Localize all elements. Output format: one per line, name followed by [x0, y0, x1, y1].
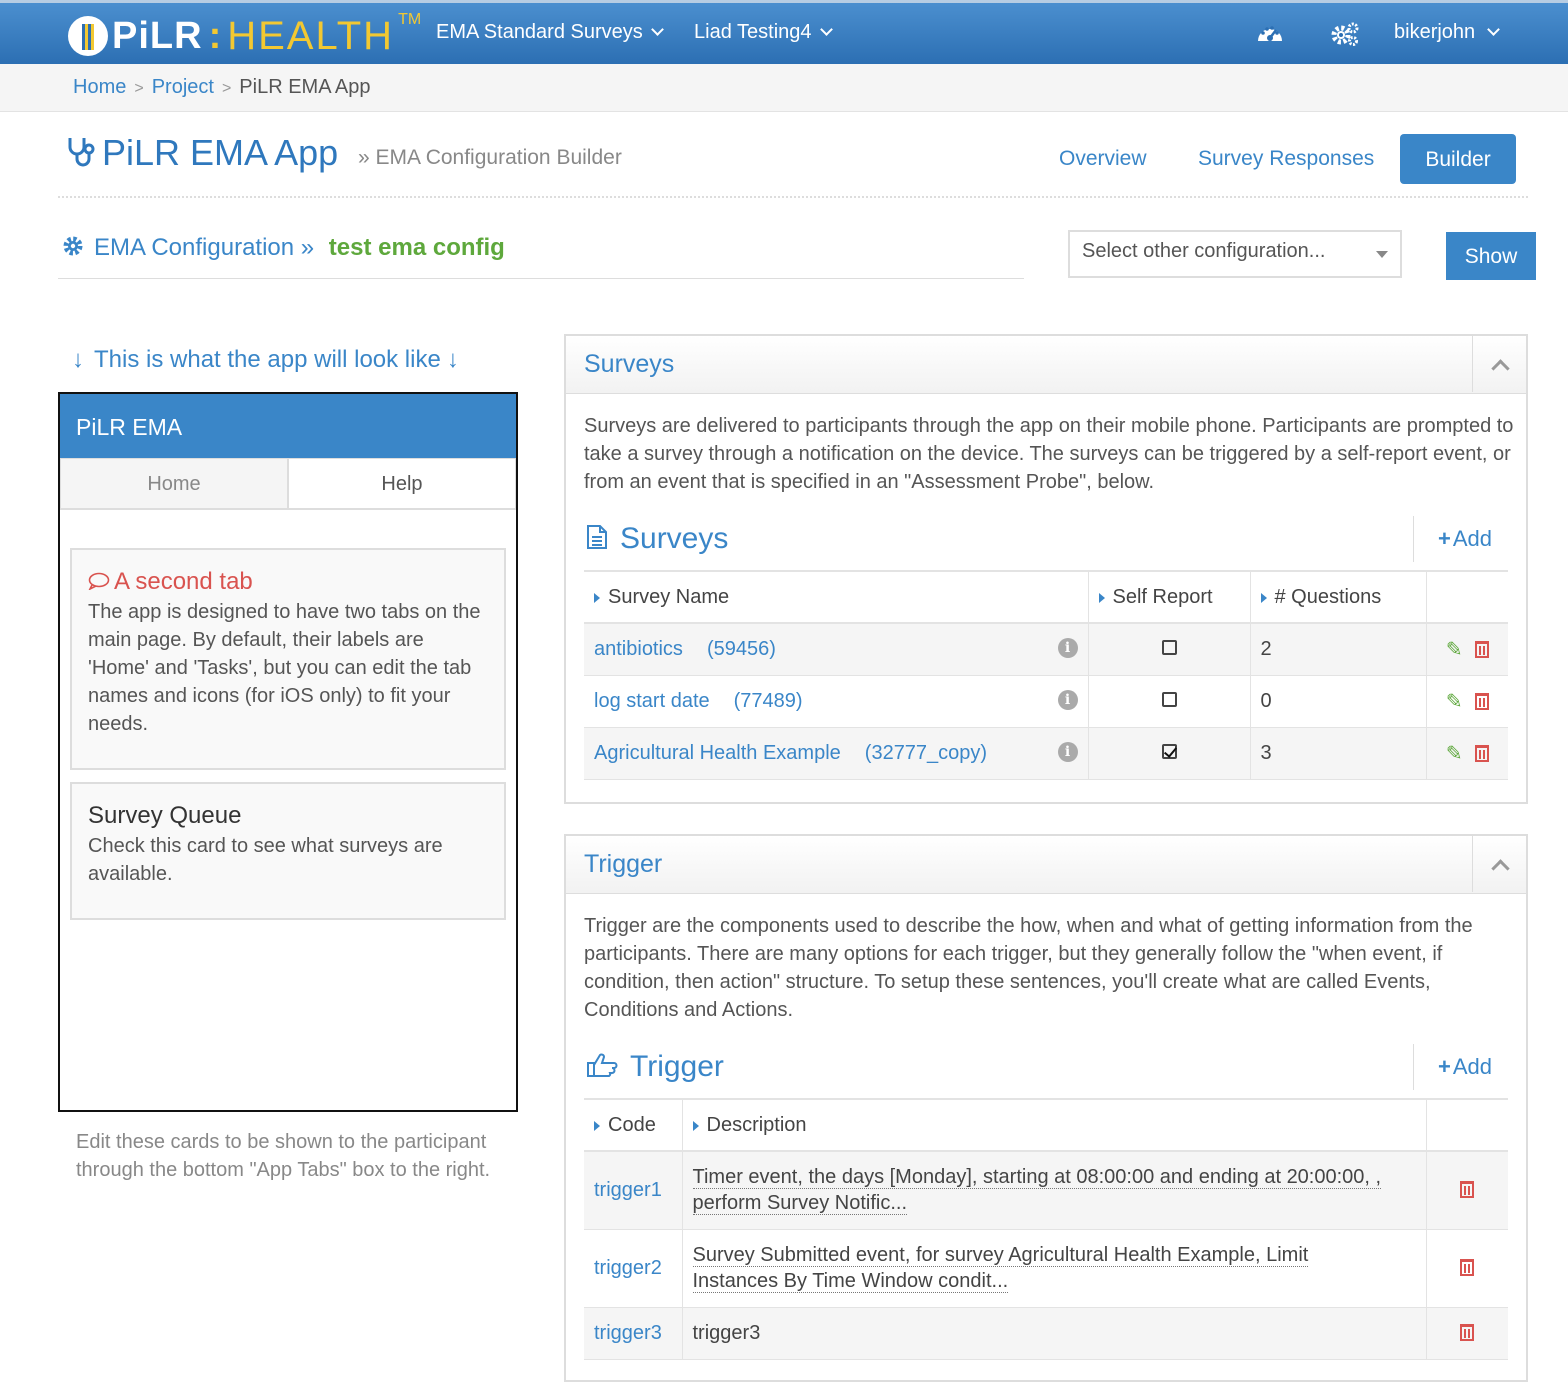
gears-icon[interactable] — [1330, 21, 1360, 54]
survey-id-link[interactable]: (32777_copy) — [864, 741, 988, 764]
trigger-description-cell[interactable] — [682, 1307, 1426, 1359]
column-header-self-report[interactable] — [1088, 571, 1250, 623]
preview-caption — [72, 346, 459, 374]
gear-icon — [62, 235, 84, 257]
survey-name-link[interactable]: antibiotics — [594, 637, 683, 660]
app-preview-tab-home[interactable]: Home — [60, 458, 288, 509]
config-label: EMA Configuration » — [94, 234, 315, 261]
trigger-panel-title: Trigger — [584, 850, 663, 878]
preview-caption-text: This is what the app will look like — [94, 346, 441, 373]
chevron-down-icon — [820, 23, 833, 36]
surveys-panel-title: Surveys — [584, 350, 675, 378]
info-icon[interactable]: i — [1058, 638, 1078, 658]
breadcrumb-separator: > — [134, 80, 144, 97]
trash-icon[interactable] — [1475, 745, 1489, 762]
app-preview — [58, 392, 518, 1112]
divider — [58, 196, 1528, 198]
logo-pilr-text: PiLR — [112, 14, 203, 57]
config-heading — [62, 234, 505, 262]
app-preview-tabs — [60, 458, 516, 510]
column-header-description[interactable] — [682, 1099, 1426, 1151]
logo-emblem-icon — [68, 16, 108, 56]
show-button[interactable]: Show — [1446, 232, 1536, 280]
divider — [1413, 516, 1414, 562]
trigger-code-link[interactable]: trigger2 — [594, 1256, 662, 1279]
page-title — [66, 132, 338, 174]
survey-id-link[interactable]: (59456) — [706, 637, 776, 660]
column-header-label: # Questions — [1274, 585, 1382, 608]
sort-caret-icon — [594, 593, 600, 603]
caret-down-icon — [1376, 251, 1388, 258]
plus-icon: + — [1437, 1054, 1451, 1079]
edit-pencil-icon[interactable]: ✎ — [1445, 742, 1463, 765]
trash-icon[interactable] — [1460, 1324, 1474, 1341]
project-menu[interactable] — [694, 21, 831, 44]
trash-icon[interactable] — [1460, 1259, 1474, 1276]
table-row — [584, 727, 1508, 779]
collapse-chevron-icon[interactable] — [1472, 836, 1526, 892]
surveys-panel-header — [566, 336, 1526, 394]
document-icon — [586, 524, 608, 550]
surveys-section-title — [586, 522, 728, 556]
self-report-checkbox[interactable] — [1162, 640, 1177, 655]
logo-separator: : — [208, 14, 222, 57]
chevron-down-icon — [1487, 23, 1500, 36]
sort-caret-icon — [1261, 593, 1267, 603]
collapse-chevron-icon[interactable] — [1472, 336, 1526, 392]
trigger-section-title-text: Trigger — [630, 1050, 724, 1083]
trigger-table — [584, 1098, 1508, 1360]
question-count: 2 — [1250, 623, 1426, 675]
dashboard-icon[interactable] — [1256, 21, 1284, 52]
question-count: 3 — [1250, 727, 1426, 779]
surveys-menu[interactable] — [436, 21, 662, 44]
add-trigger-button[interactable] — [1438, 1054, 1492, 1080]
tab-overview[interactable]: Overview — [1059, 147, 1147, 170]
trigger-section-title — [586, 1050, 724, 1084]
table-row — [584, 1307, 1508, 1359]
app-preview-tab-help[interactable]: Help — [288, 458, 516, 509]
column-header-label: Description — [706, 1113, 807, 1136]
sort-caret-icon — [1099, 593, 1105, 603]
edit-pencil-icon[interactable]: ✎ — [1445, 690, 1463, 713]
surveys-table — [584, 570, 1508, 780]
trigger-description: Trigger are the components used to describe the how, when and what of getting information from the participants. There are many options for each trigger, but they generally follow the "when event, if condition, then action" structure. To setup these sentences, you'll create what are called Events, Conditions and Actions. — [584, 915, 1473, 1021]
sort-caret-icon — [693, 1121, 699, 1131]
trigger-description-text: Instances By Time Window condit... — [692, 1270, 1009, 1292]
card-text: Check this card to see what surveys are available. — [88, 835, 443, 885]
page-title-text: PiLR EMA App — [102, 132, 339, 173]
card-text: The app is designed to have two tabs on the main page. By default, their labels are 'Home' and 'Tasks', but you can edit the tab names and icons (for iOS only) to fit your needs. — [88, 601, 481, 735]
page-subtitle: » EMA Configuration Builder — [358, 146, 622, 169]
breadcrumb — [0, 64, 1568, 112]
app-preview-header: PiLR EMA — [60, 394, 516, 458]
survey-id-link[interactable]: (77489) — [733, 689, 803, 712]
column-header-code[interactable] — [584, 1099, 682, 1151]
column-header-label: Self Report — [1112, 585, 1213, 608]
column-header-label: Survey Name — [608, 585, 730, 608]
trigger-description-cell[interactable] — [682, 1151, 1426, 1229]
divider — [58, 278, 1024, 279]
top-navbar — [0, 0, 1568, 64]
trigger-panel — [564, 834, 1528, 1382]
preview-card[interactable] — [70, 548, 506, 770]
chevron-down-icon — [651, 23, 664, 36]
trigger-description-text: perform Survey Notific... — [692, 1192, 908, 1215]
card-title: Survey Queue — [88, 802, 242, 829]
card-title-text: A second tab — [114, 568, 253, 595]
self-report-checkbox[interactable] — [1162, 692, 1177, 707]
table-row — [584, 1229, 1508, 1307]
trigger-code-link[interactable]: trigger3 — [594, 1321, 662, 1344]
trigger-panel-header — [566, 836, 1526, 894]
divider — [1413, 1044, 1414, 1090]
surveys-description: Surveys are delivered to participants through the app on their mobile phone. Participants are prompted to take a survey through a notification on the device. The surveys can be triggered by a self-report event, or from an event that is specified in an "Assessment Probe", below. — [584, 415, 1514, 493]
user-menu[interactable] — [1394, 21, 1498, 44]
trigger-description-text: trigger3 — [692, 1321, 761, 1344]
column-header-actions — [1426, 571, 1508, 623]
breadcrumb-separator: > — [221, 80, 232, 97]
logo-trademark: TM — [398, 11, 422, 28]
table-row — [584, 675, 1508, 727]
column-header-questions[interactable] — [1250, 571, 1426, 623]
speech-bubble-icon — [88, 572, 110, 590]
add-survey-button[interactable] — [1438, 526, 1492, 552]
trigger-description-text: Survey Submitted event, for survey Agricultural Health Example, Limit — [692, 1244, 1309, 1266]
surveys-section-title-text: Surveys — [620, 522, 729, 555]
trash-icon[interactable] — [1475, 693, 1489, 710]
surveys-panel — [564, 334, 1528, 804]
table-row — [584, 1151, 1508, 1229]
config-select-value: Select other configuration... — [1082, 240, 1326, 262]
survey-name-link[interactable]: log start date — [594, 689, 710, 712]
tab-survey-responses[interactable]: Survey Responses — [1198, 147, 1375, 170]
trash-icon[interactable] — [1460, 1181, 1474, 1198]
info-icon[interactable]: i — [1058, 690, 1078, 710]
user-menu-label: bikerjohn — [1394, 21, 1476, 43]
edit-pencil-icon[interactable]: ✎ — [1445, 638, 1463, 661]
config-name: test ema config — [328, 234, 505, 261]
question-count: 0 — [1250, 675, 1426, 727]
arrow-down-icon: ↓ — [72, 346, 84, 373]
info-icon[interactable]: i — [1058, 742, 1078, 762]
breadcrumb-current: PiLR EMA App — [239, 76, 371, 98]
plus-icon: + — [1437, 526, 1451, 551]
trash-icon[interactable] — [1475, 641, 1489, 658]
column-header-survey-name[interactable] — [584, 571, 1088, 623]
add-survey-label: Add — [1452, 526, 1492, 551]
tab-builder[interactable]: Builder — [1400, 134, 1516, 184]
card-title — [88, 568, 488, 596]
trigger-code-link[interactable]: trigger1 — [594, 1178, 662, 1201]
config-select[interactable] — [1068, 230, 1402, 278]
preview-card[interactable] — [70, 782, 506, 920]
table-row — [584, 623, 1508, 675]
preview-note: Edit these cards to be shown to the participant through the bottom "App Tabs" box to the right. — [76, 1131, 491, 1181]
logo-health-text: HEALTH — [227, 13, 395, 58]
surveys-menu-label: EMA Standard Surveys — [436, 21, 643, 43]
trigger-description-cell[interactable] — [682, 1229, 1426, 1307]
survey-name-link[interactable]: Agricultural Health Example — [594, 741, 841, 764]
self-report-checkbox[interactable] — [1162, 744, 1177, 759]
column-header-label: Code — [608, 1113, 656, 1136]
breadcrumb-project[interactable]: Project — [151, 76, 214, 98]
breadcrumb-home[interactable]: Home — [73, 76, 127, 98]
hand-pointer-icon — [586, 1052, 618, 1078]
pilr-health-logo[interactable] — [68, 11, 421, 61]
project-menu-label: Liad Testing4 — [694, 21, 812, 43]
sort-caret-icon — [594, 1121, 600, 1131]
trigger-description-text: Timer event, the days [Monday], starting at 08:00:00 and ending at 20:00:00, , — [692, 1166, 1382, 1189]
add-trigger-label: Add — [1452, 1054, 1492, 1079]
column-header-actions — [1426, 1099, 1508, 1151]
stethoscope-icon — [66, 135, 96, 169]
arrow-down-icon: ↓ — [446, 346, 459, 373]
